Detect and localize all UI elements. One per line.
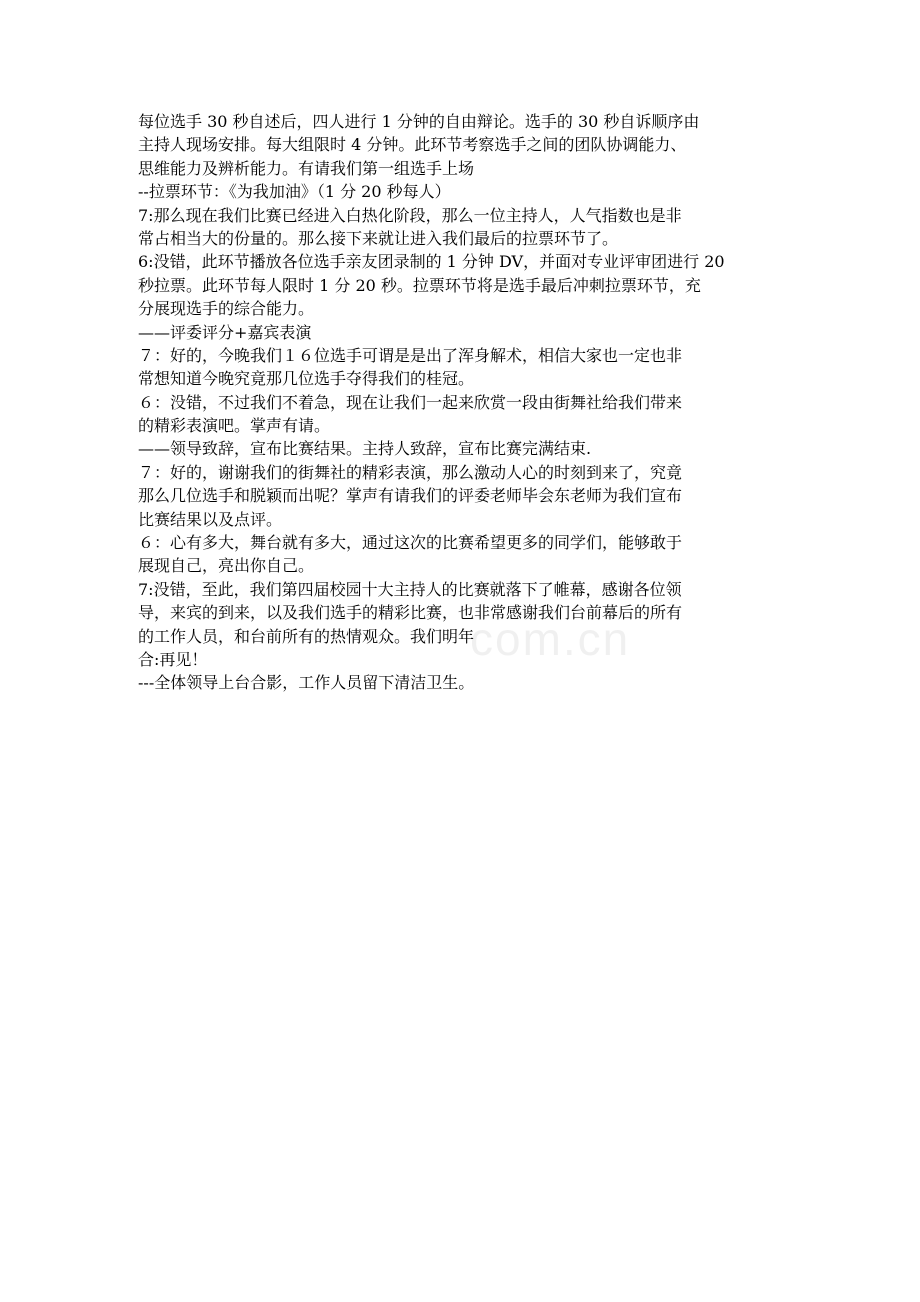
text-line: 秒拉票。此环节每人限时 1 分 20 秒。拉票环节将是选手最后冲刺拉票环节，充 <box>138 275 701 295</box>
section-heading: ---全体领导上台合影，工作人员留下清洁卫生。 <box>138 673 475 693</box>
section-heading: --拉票环节：《为我加油》（1 分 20 秒每人） <box>138 182 451 202</box>
text-line: 思维能力及辨析能力。有请我们第一组选手上场 <box>138 158 475 178</box>
document-body <box>138 110 788 695</box>
text-line: 展现自己，亮出你自己。 <box>138 556 315 576</box>
text-line: ６：没错，不过我们不着急，现在让我们一起来欣赏一段由街舞社给我们带来 <box>138 392 683 412</box>
section-heading: ——领导致辞，宣布比赛结果。主持人致辞，宣布比赛完满结束. <box>138 439 592 459</box>
section-heading: ——评委评分+嘉宾表演 <box>138 322 312 342</box>
text-line: 合:再见！ <box>138 649 208 669</box>
text-line: 主持人现场安排。每大组限时 4 分钟。此环节考察选手之间的团队协调能力、 <box>138 135 687 155</box>
text-line: ６：心有多大，舞台就有多大，通过这次的比赛希望更多的同学们，能够敢于 <box>138 533 683 553</box>
text-line: 的工作人员，和台前所有的热情观众。我们明年 <box>138 626 475 646</box>
text-line: 导，来宾的到来，以及我们选手的精彩比赛，也非常感谢我们台前幕后的所有 <box>138 603 683 623</box>
text-line: 7:没错，至此，我们第四届校园十大主持人的比赛就落下了帷幕，感谢各位领 <box>138 579 682 599</box>
text-line: 那么几位选手和脱颖而出呢？掌声有请我们的评委老师毕会东老师为我们宣布 <box>138 486 683 506</box>
text-line: 常占相当大的份量的。那么接下来就让进入我们最后的拉票环节了。 <box>138 228 619 248</box>
text-line: 的精彩表演吧。掌声有请。 <box>138 416 331 436</box>
text-line: 7:那么现在我们比赛已经进入白热化阶段，那么一位主持人，人气指数也是非 <box>138 205 682 225</box>
text-line: ７：好的，谢谢我们的街舞社的精彩表演，那么激动人心的时刻到来了，究竟 <box>138 462 683 482</box>
text-line: ７：好的，今晚我们１６位选手可谓是是出了浑身解术，相信大家也一定也非 <box>138 345 683 365</box>
text-line: 比赛结果以及点评。 <box>138 509 283 529</box>
text-line: 6:没错，此环节播放各位选手亲友团录制的 1 分钟 DV，并面对专业评审团进行 20 <box>138 252 725 272</box>
text-line: 常想知道今晚究竟那几位选手夺得我们的桂冠。 <box>138 369 475 389</box>
text-line: 分展现选手的综合能力。 <box>138 299 315 319</box>
text-line: 每位选手 30 秒自述后，四人进行 1 分钟的自由辩论。选手的 30 秒自诉顺序由 <box>138 112 700 131</box>
watermark: com.cn <box>470 613 631 665</box>
